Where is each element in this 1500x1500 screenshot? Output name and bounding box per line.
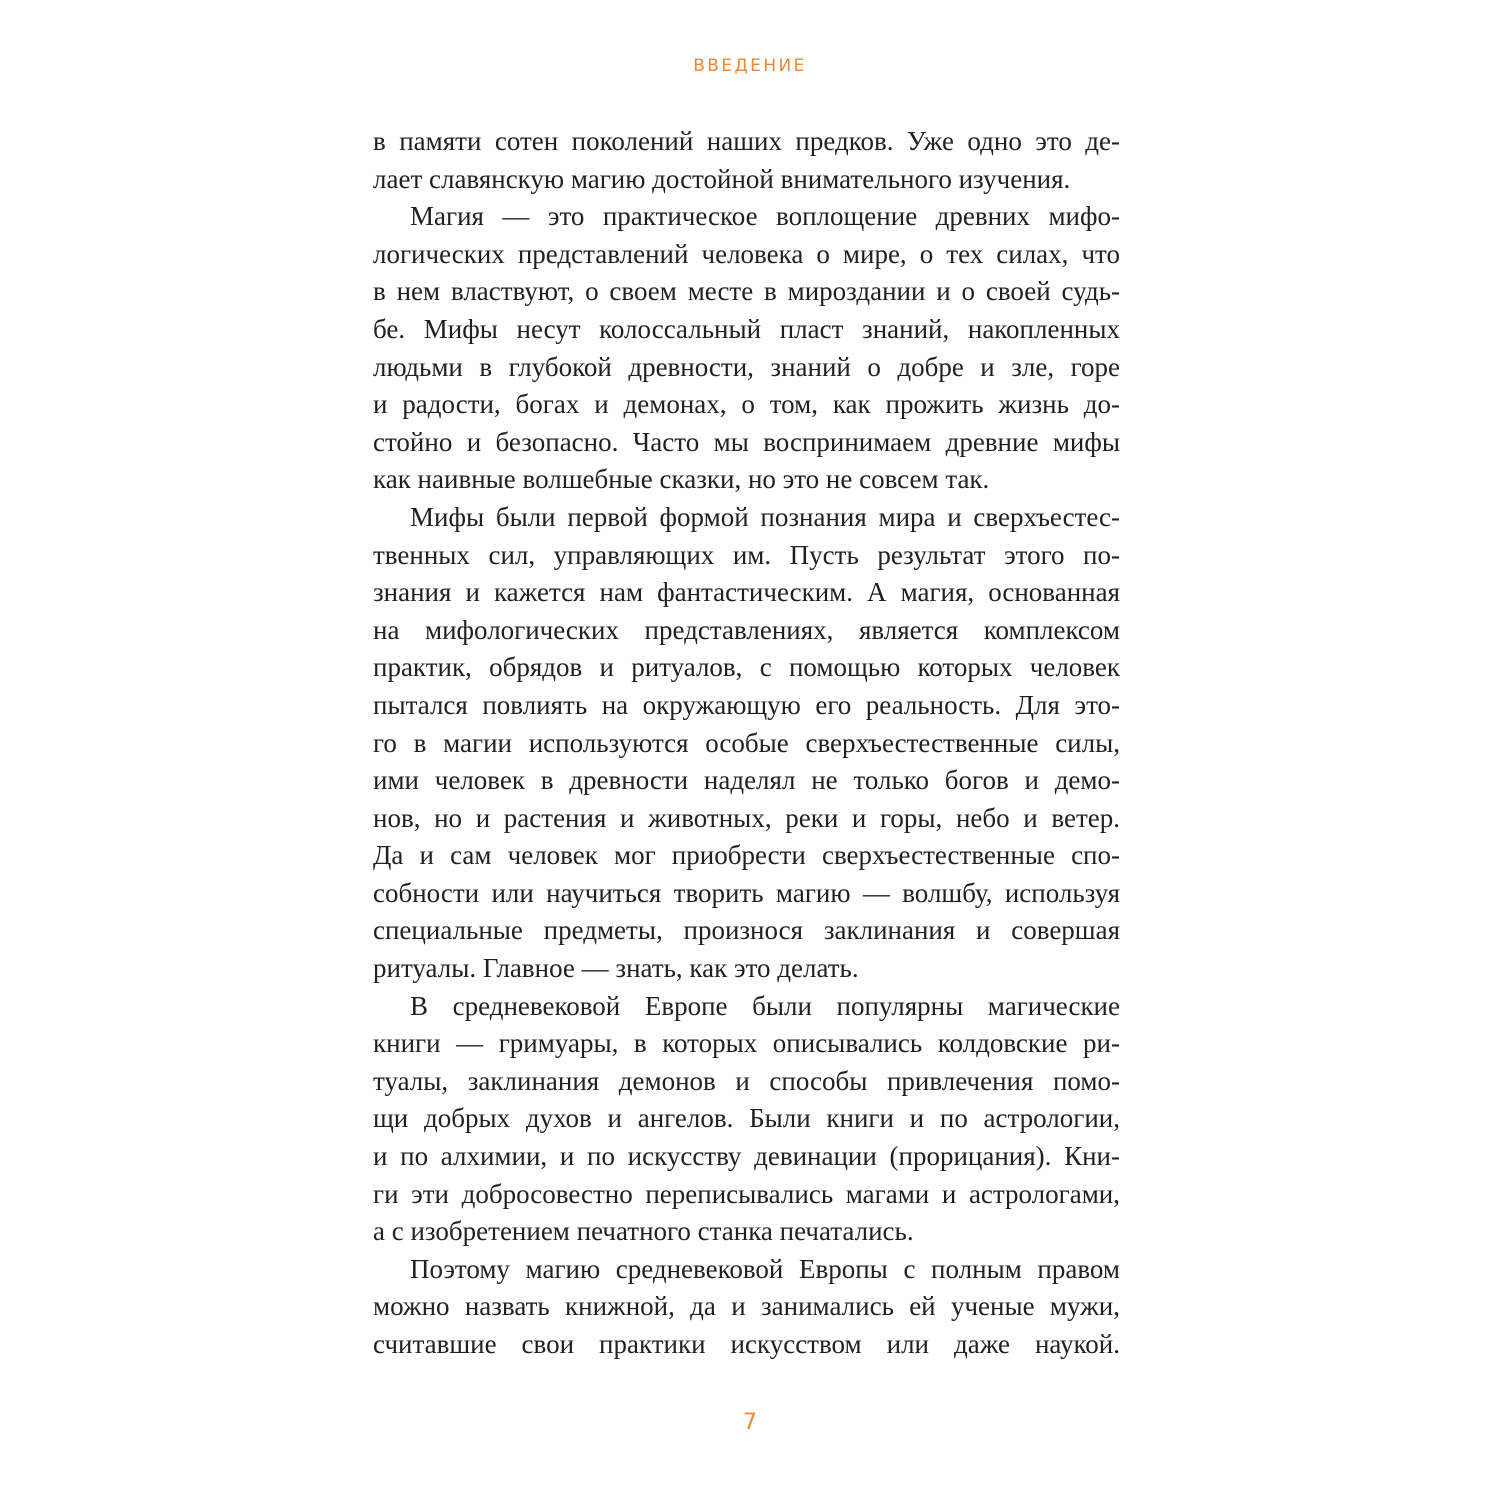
text-line: знания и кажется нам фантастическим. А магия, основанная — [373, 577, 1120, 608]
text-line: бе. Мифы несут колоссальный пласт знаний, накопленных — [373, 313, 1120, 344]
text-line: Поэтому магию средневековой Европы с полным правом — [410, 1253, 1120, 1284]
text-line: в памяти сотен поколений наших предков. Уже одно это де- — [373, 126, 1120, 156]
text-line: можно назвать книжной, да и занимались ей ученые мужи, — [373, 1291, 1120, 1322]
text-line: а с изобретением печатного станка печатались. — [373, 1216, 914, 1247]
paragraph — [373, 123, 1120, 198]
paragraph — [373, 988, 1120, 1251]
paragraph — [373, 198, 1120, 499]
text-line: твенных сил, управляющих им. Пусть результат этого по- — [373, 539, 1120, 570]
text-line: людьми в глубокой древности, знаний о добре и зле, горе — [373, 351, 1120, 382]
text-line: нов, но и растения и животных, реки и горы, небо и ветер. — [373, 802, 1120, 833]
text-line: логических представлений человека о мире, о тех силах, что — [373, 238, 1120, 269]
text-line: лает славянскую магию достойной внимательного изучения. — [373, 163, 1071, 194]
text-line: ги эти добросовестно переписывались магами и астрологами, — [373, 1178, 1120, 1209]
text-line: щи добрых духов и ангелов. Были книги и по астрологии, — [373, 1103, 1120, 1134]
text-line: считавшие свои практики искусством или даже наукой. — [373, 1329, 1120, 1359]
paragraph — [373, 1251, 1120, 1364]
text-line: практик, обрядов и ритуалов, с помощью которых человек — [373, 652, 1120, 683]
text-line: В средневековой Европе были популярны магические — [410, 990, 1120, 1021]
text-line: Магия — это практическое воплощение древних мифо- — [410, 201, 1120, 232]
text-line: как наивные волшебные сказки, но это не совсем так. — [373, 464, 990, 495]
text-line: ими человек в древности наделял не только богов и демо- — [373, 765, 1120, 796]
text-line: и радости, богах и демонах, о том, как прожить жизнь до- — [373, 389, 1120, 420]
running-head: ВВЕДЕНИЕ — [693, 56, 807, 76]
text-line: собности или научиться творить магию — волшбу, используя — [373, 877, 1120, 908]
page-number: 7 — [743, 1410, 757, 1435]
text-line: Мифы были первой формой познания мира и сверхъестес- — [410, 501, 1120, 532]
text-line: ритуалы. Главное — знать, как это делать. — [373, 953, 859, 984]
paragraph — [373, 499, 1120, 988]
text-line: книги — гримуары, в которых описывались колдовские ри- — [373, 1028, 1120, 1059]
text-line: го в магии используются особые сверхъестественные силы, — [373, 727, 1120, 758]
text-line: специальные предметы, произнося заклинания и совершая — [373, 915, 1120, 946]
text-line: пытался повлиять на окружающую его реальность. Для это- — [373, 689, 1120, 720]
text-line: Да и сам человек мог приобрести сверхъестественные спо- — [373, 840, 1120, 871]
text-line: и по алхимии, и по искусству девинации (прорицания). Кни- — [373, 1141, 1120, 1172]
text-line: стойно и безопасно. Часто мы воспринимаем древние мифы — [373, 426, 1120, 457]
text-line: в нем властвуют, о своем месте в мироздании и о своей судь- — [373, 276, 1120, 307]
text-line: на мифологических представлениях, является комплексом — [373, 614, 1120, 645]
text-line: туалы, заклинания демонов и способы привлечения помо- — [373, 1065, 1120, 1096]
body-text — [373, 123, 1120, 1364]
